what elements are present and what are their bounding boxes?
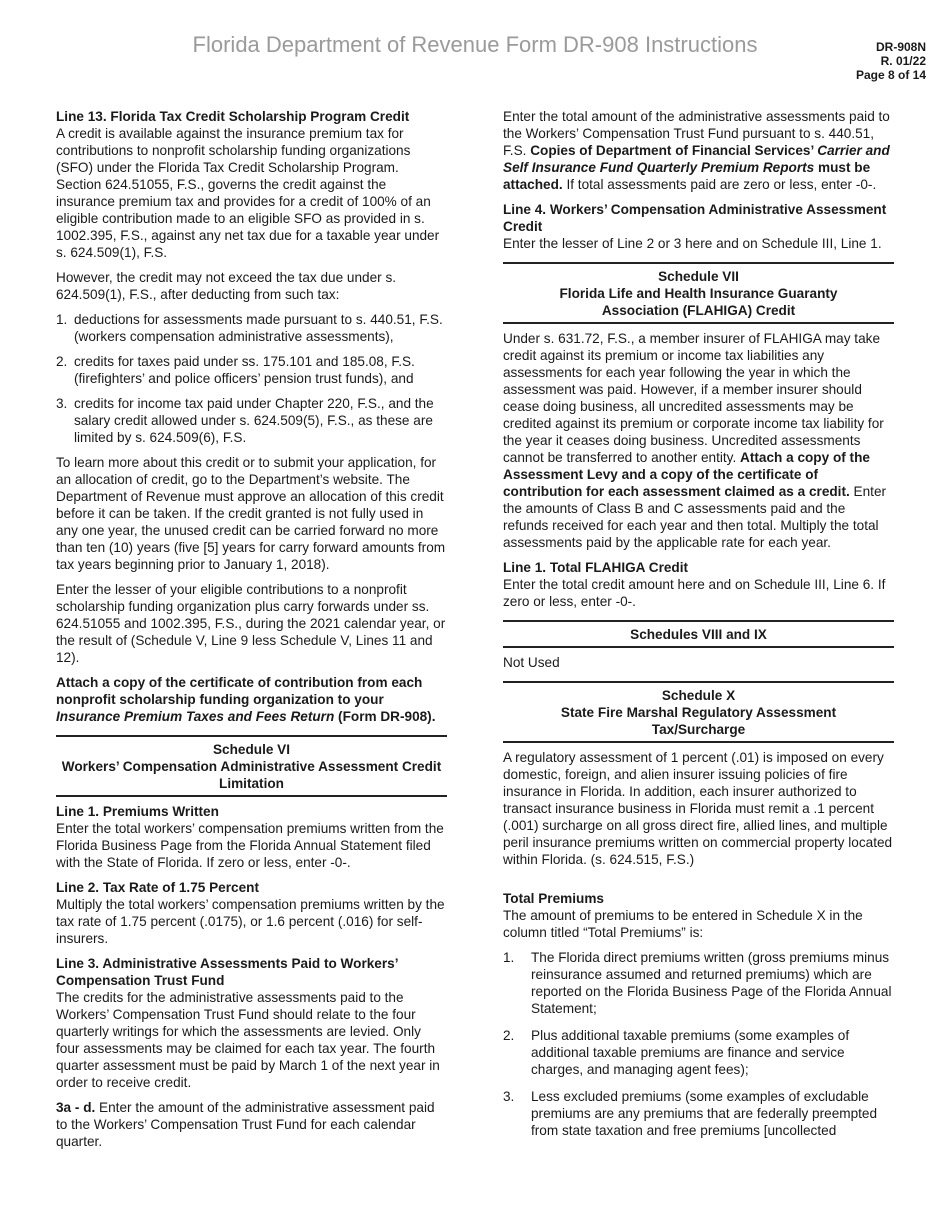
line2-text: Multiply the total workers’ compensation premiums written by the tax rate of 1.75 percent (.0175), or 1.6 percent (.016) for self-insurers. bbox=[56, 897, 445, 946]
list-item-text: credits for income tax paid under Chapter 220, F.S., and the salary credit allowed under s. 624.509(5), F.S., as these are limited by s. 624.509(6), F.S. bbox=[74, 396, 434, 445]
continuation-text-1: Enter the total amount of the administrative assessments paid to the Workers’ Compensation Trust Fund pursuant to s. 440.51, F.S. bbox=[503, 109, 890, 158]
schedule-vi-header bbox=[56, 735, 447, 797]
list-item-number: 2. bbox=[56, 354, 68, 369]
list-item bbox=[56, 395, 447, 446]
list-item-text: Plus additional taxable premiums (some examples of additional taxable premiums are finance and service charges, and managing agent fees); bbox=[531, 1028, 850, 1077]
line3a-label: 3a - d. bbox=[56, 1100, 96, 1115]
attach-note-end: (Form DR-908). bbox=[334, 709, 436, 724]
line13-deduction-list bbox=[56, 311, 447, 446]
list-item-number: 1. bbox=[503, 950, 515, 965]
schedule-vii-text-1: Under s. 631.72, F.S., a member insurer of FLAHIGA may take credit against its premium or income tax liabilities any assessments for each year following the year in which the assessment was paid. However, if a member insurer should cease doing business, all uncredited assessments may be credited against its premium or corporate income tax liability for the year it ceases doing business. Uncredited assessments cannot be transferred to another entity. bbox=[503, 331, 884, 465]
left-column bbox=[56, 108, 447, 1158]
line4-section bbox=[503, 201, 894, 252]
page-title: Florida Department of Revenue Form DR-908 Instructions bbox=[192, 32, 758, 57]
schedules-viii-ix-title: Schedules VIII and IX bbox=[630, 627, 767, 642]
attach-note-italic: Insurance Premium Taxes and Fees Return bbox=[56, 709, 335, 724]
continuation-bold-2: must be attached. bbox=[503, 160, 871, 192]
schedule-vii-paragraph bbox=[503, 330, 894, 551]
schedule-vii-attach-note: Attach a copy of the Assessment Levy and a copy of the certificate of contribution for each assessment claimed as a credit. bbox=[503, 450, 870, 499]
line13-heading: Line 13. Florida Tax Credit Scholarship Program Credit bbox=[56, 109, 410, 124]
schedule-vi-title: Schedule VI bbox=[212, 742, 291, 757]
schedules-viii-ix-text: Not Used bbox=[503, 655, 560, 670]
schedule-vi-subtitle-1: Workers’ Compensation Administrative Assessment Credit bbox=[61, 759, 442, 774]
schedule-x-title: Schedule X bbox=[661, 688, 736, 703]
flahiga-line1-text: Enter the total credit amount here and on Schedule III, Line 6. If zero or less, enter -0-. bbox=[503, 577, 886, 609]
line13-attach-note bbox=[56, 674, 447, 725]
schedule-vii-subtitle-2: Association (FLAHIGA) Credit bbox=[601, 303, 796, 318]
line13-paragraph-2: However, the credit may not exceed the tax due under s. 624.509(1), F.S., after deducting from such tax: bbox=[56, 270, 397, 302]
line3a-section bbox=[56, 1099, 447, 1150]
line3-section bbox=[56, 955, 447, 1091]
schedule-vi-subtitle-2: Limitation bbox=[219, 776, 284, 791]
line13-paragraph-1: A credit is available against the insurance premium tax for contributions to nonprofit scholarship funding organizations (SFO) under the Florida Tax Credit Scholarship Program. Section 624.51055, F.S., governs the credit against the insurance premium tax and provides for a credit of 100% of an eligible contribution made to an eligible SFO as provided in s. 1002.395, F.S., against any net tax due for a taxable year under s. 624.509(1), F.S. bbox=[56, 126, 440, 260]
flahiga-line1-section bbox=[503, 559, 894, 610]
line1-section bbox=[56, 803, 447, 871]
continuation-report-title: Carrier and Self Insurance Fund Quarterly Premium Reports bbox=[503, 143, 890, 175]
line2-heading: Line 2. Tax Rate of 1.75 Percent bbox=[56, 880, 259, 895]
schedule-vii-subtitle-1: Florida Life and Health Insurance Guaranty bbox=[559, 286, 838, 301]
schedule-vii-header bbox=[503, 262, 894, 324]
list-item bbox=[503, 1088, 894, 1139]
schedule-x-header bbox=[503, 681, 894, 743]
line3-continuation bbox=[503, 108, 894, 193]
form-revision: R. 01/22 bbox=[880, 54, 926, 68]
line3-heading: Line 3. Administrative Assessments Paid to Workers’ Compensation Trust Fund bbox=[56, 956, 398, 988]
continuation-bold-1: Copies of Department of Financial Services’ bbox=[530, 143, 818, 158]
line3a-text: Enter the amount of the administrative assessment paid to the Workers’ Compensation Trust Fund for each calendar quarter. bbox=[56, 1100, 435, 1149]
line3-text: The credits for the administrative assessments paid to the Workers’ Compensation Trust Fund should relate to the four quarterly writings for which the assessments are levied. Only four assessments may be claimed for each tax year. The fourth quarter assessment must be paid by March 1 of the next year in order to receive credit. bbox=[56, 990, 440, 1090]
page-number: Page 8 of 14 bbox=[855, 68, 926, 82]
line1-text: Enter the total workers’ compensation premiums written from the Florida Business Page from the Florida Annual Statement filed with the State of Florida. If zero or less, enter -0-. bbox=[56, 821, 444, 870]
line13-paragraph-4: Enter the lesser of your eligible contributions to a nonprofit scholarship funding organization plus carry forwards under ss. 624.51055 and 1002.395, F.S., during the 2021 calendar year, or the result of (Schedule V, Line 9 less Schedule V, Lines 11 and 12). bbox=[56, 582, 446, 665]
line2-section bbox=[56, 879, 447, 947]
list-item bbox=[503, 949, 894, 1017]
line4-heading: Line 4. Workers’ Compensation Administrative Assessment Credit bbox=[503, 202, 887, 234]
continuation-text-2: If total assessments paid are zero or less, enter -0-. bbox=[562, 177, 877, 192]
list-item-text: credits for taxes paid under ss. 175.101 and 185.08, F.S. (firefighters’ and police officers’ pension trust funds), and bbox=[74, 354, 415, 386]
right-column bbox=[503, 108, 894, 1149]
list-item bbox=[56, 311, 447, 345]
form-meta bbox=[856, 40, 926, 82]
line1-heading: Line 1. Premiums Written bbox=[56, 804, 219, 819]
attach-note-bold: Attach a copy of the certificate of contribution from each nonprofit scholarship funding organization to your bbox=[56, 675, 423, 707]
line13-section bbox=[56, 108, 447, 261]
schedule-vii-title: Schedule VII bbox=[658, 269, 739, 284]
list-item-text: Less excluded premiums (some examples of excludable premiums are any premiums that are federally preempted from state taxation and free premiums [uncollected bbox=[531, 1089, 878, 1138]
line4-text: Enter the lesser of Line 2 or 3 here and on Schedule III, Line 1. bbox=[503, 236, 882, 251]
schedule-x-subtitle-2: Tax/Surcharge bbox=[651, 722, 746, 737]
list-item bbox=[56, 353, 447, 387]
list-item-number: 1. bbox=[56, 312, 68, 327]
schedule-x-subtitle-1: State Fire Marshal Regulatory Assessment bbox=[560, 705, 837, 720]
schedule-x-paragraph: A regulatory assessment of 1 percent (.01) is imposed on every domestic, foreign, and alien insurer issuing policies of fire insurance in Florida. In addition, each insurer authorized to transact insurance business in Florida must remit a .1 percent (.001) surcharge on all gross direct fire, allied lines, and multiple peril insurance premiums written on commercial property located within Florida. (s. 624.515, F.S.) bbox=[503, 750, 893, 867]
list-item bbox=[503, 1027, 894, 1078]
form-id: DR-908N bbox=[875, 40, 926, 54]
total-premiums-heading: Total Premiums bbox=[503, 891, 604, 906]
list-item-text: The Florida direct premiums written (gross premiums minus reinsurance assumed and returned premiums) which are reported on the Florida Business Page of the Florida Annual Statement; bbox=[531, 950, 892, 1016]
total-premiums-list bbox=[503, 949, 894, 1139]
list-item-number: 2. bbox=[503, 1028, 515, 1043]
list-item-text: deductions for assessments made pursuant to s. 440.51, F.S. (workers compensation administrative assessments), bbox=[74, 312, 443, 344]
total-premiums-section bbox=[503, 890, 894, 941]
line13-paragraph-3: To learn more about this credit or to submit your application, for an allocation of credit, go to the Department’s website. The Department of Revenue must approve an allocation of this credit before it can be taken. If the credit granted is not fully used in any one year, the unused credit can be carried forward no more than ten (10) years (five [5] years for carry forward amounts from tax years beginning prior to January 1, 2018). bbox=[56, 455, 446, 572]
flahiga-line1-heading: Line 1. Total FLAHIGA Credit bbox=[503, 560, 689, 575]
schedule-vii-text-2: Enter the amounts of Class B and C assessments paid and the refunds received for each year and then total. Multiply the total assessments paid by the applicable rate for each year. bbox=[503, 484, 887, 550]
schedules-viii-ix-header bbox=[503, 620, 894, 648]
total-premiums-text: The amount of premiums to be entered in Schedule X in the column titled “Total Premiums” is: bbox=[503, 908, 863, 940]
list-item-number: 3. bbox=[56, 396, 68, 411]
list-item-number: 3. bbox=[503, 1089, 515, 1104]
